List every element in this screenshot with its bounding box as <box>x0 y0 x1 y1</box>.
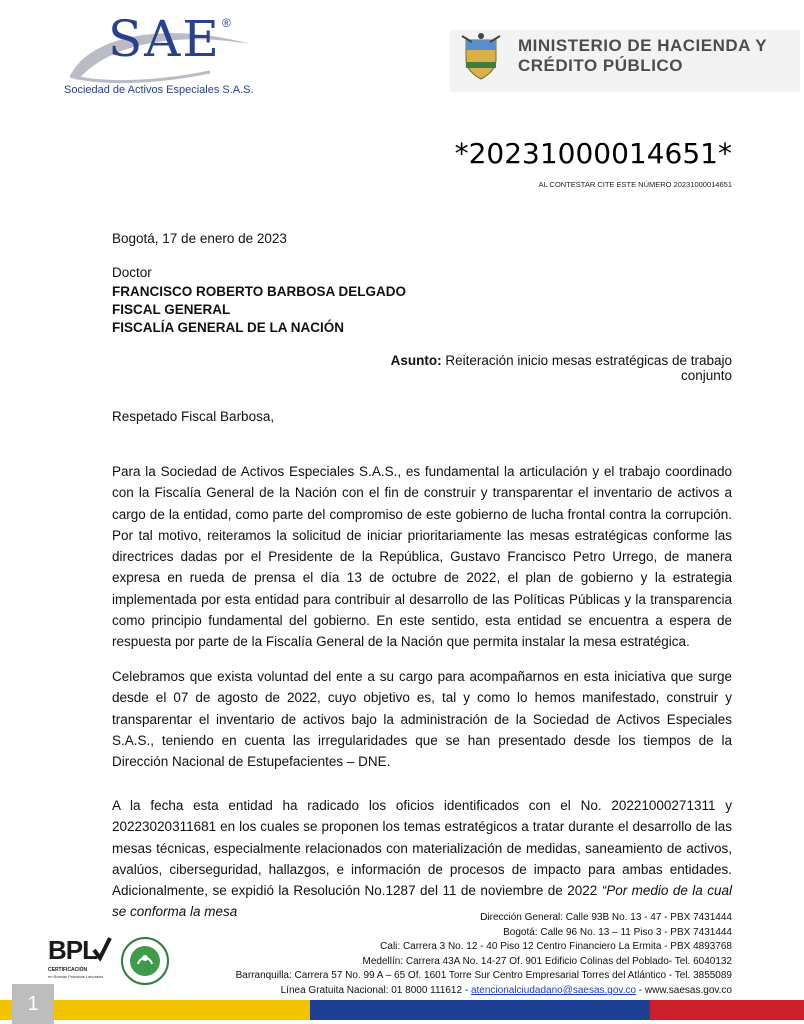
subject-label: Asunto: <box>390 353 442 368</box>
footer-addresses <box>220 911 732 999</box>
letter-date: Bogotá, 17 de enero de 2023 <box>112 231 287 246</box>
footer-line-1: Dirección General: Calle 93B No. 13 - 47 - PBX 7431444 <box>480 912 732 923</box>
footer-line-4: Medellín: Carrera 43A No. 14-27 Of. 901 Edificio Colinas del Poblado- Tel. 6040132 <box>362 955 732 967</box>
filing-number: *20231000014651* <box>454 137 732 170</box>
greeting: Respetado Fiscal Barbosa, <box>112 409 275 424</box>
recipient-name: FRANCISCO ROBERTO BARBOSA DELGADO <box>112 284 407 299</box>
paragraph-3 <box>112 795 732 923</box>
colombia-crest-icon <box>460 32 502 82</box>
bpl-logo-text: BPL <box>48 935 97 965</box>
footer-line-2: Bogotá: Calle 96 No. 13 – 11 Piso 3 - PBX 7431444 <box>503 926 732 938</box>
subject-text: Reiteración inicio mesas estratégicas de trabajo conjunto <box>441 353 732 383</box>
bpl-subtitle: en Buenas Prácticas Laborales <box>48 974 104 979</box>
footer-line-5: Barranquilla: Carrera 57 No. 99 A – 65 Of. 1601 Torre Sur Centro Empresarial Torres del Atlántico - Tel. 3855089 <box>235 970 732 982</box>
sello-verde-seal-icon <box>120 936 170 986</box>
subject-line <box>340 353 732 383</box>
recipient-org: FISCALÍA GENERAL DE LA NACIÓN <box>112 320 345 335</box>
email-link[interactable]: atencionalciudadano@saesas.gov.co <box>470 984 637 996</box>
footer-website: - www.saesas.gov.co <box>636 984 732 996</box>
paragraph-3-main: A la fecha esta entidad ha radicado los oficios identificados con el No. 20221000271311 y 20223020311681 en los cuales se proponen los temas estratégicos a tratar durante el desarrollo de las mesas técnicas, especialmente relacionados con materialización de medidas, saneamiento de activos, avalúos, ciberseguridad, hallazgos, e información de procesos de impacto para ambas entidades. Adicionalmente, se expidió la Resolución No.1287 del 11 de noviembre de 2022 <box>112 798 732 899</box>
paragraph-1: Para la Sociedad de Activos Especiales S.A.S., es fundamental la articulación y el trabajo coordinado con la Fiscalía General de la Nación con el fin de construir y transparentar el inventario de activos a cargo de la entidad, como parte del compromiso de este gobierno de lucha frontal contra la corrupción. Por tal motivo, reiteramos la solicitud de iniciar prioritariamente las mesas estratégicas conforme las directrices dadas por el Presidente de la República, Gustavo Francisco Petro Urrego, de manera expresa en rueda de prensa el día 13 de octubre de 2022, el plan de gobierno y la estrategia implementada por esta entidad para contribuir al desarrollo de las Políticas Públicas y la transparencia como principio fundamental del gobierno. En este sentido, esta entidad se encuentra a espera de respuesta por parte de la Fiscalía General de la Nación que permita instalar la mesa estratégica. <box>112 464 732 650</box>
salutation-title: Doctor <box>112 265 152 280</box>
ministry-line-1: MINISTERIO DE HACIENDA Y <box>518 36 768 55</box>
footer-line-3: Cali: Carrera 3 No. 12 - 40 Piso 12 Centro Financiero La Ermita - PBX 4893768 <box>380 941 732 953</box>
footer-phone: Línea Gratuita Nacional: 01 8000 111612 - <box>280 984 471 996</box>
bpl-certification: CERTIFICACIÓN <box>48 967 88 973</box>
sae-logo-text: SAE <box>108 10 221 68</box>
paragraph-3-italic: “Por medio de la cual se conforma la mesa <box>112 883 732 920</box>
ministry-name <box>518 36 767 76</box>
bpl-check-icon <box>92 936 112 962</box>
sae-subtitle: Sociedad de Activos Especiales S.A.S. <box>64 84 254 96</box>
paragraph-2: Celebramos que exista voluntad del ente a su cargo para acompañarnos en esta iniciativa que surge desde el 07 de agosto de 2022, cuyo objetivo es, tal y como lo hemos manifestado, construir y transparentar el inventario de activos bajo la administración de la Sociedad de Activos Especiales S.A.S., teniendo en cuenta las irregularidades que se han presentado desde los tiempos de la Dirección Nacional de Estupefacientes – DNE. <box>112 669 732 770</box>
ministry-line-2: CRÉDITO PÚBLICO <box>518 56 683 75</box>
recipient-role: FISCAL GENERAL <box>112 302 231 317</box>
footer-color-stripe <box>0 994 804 1024</box>
cite-note: AL CONTESTAR CITE ESTE NÚMERO 20231000014651 <box>538 180 732 189</box>
registered-mark: ® <box>222 16 231 30</box>
page-number-badge: 1 <box>12 984 54 1024</box>
